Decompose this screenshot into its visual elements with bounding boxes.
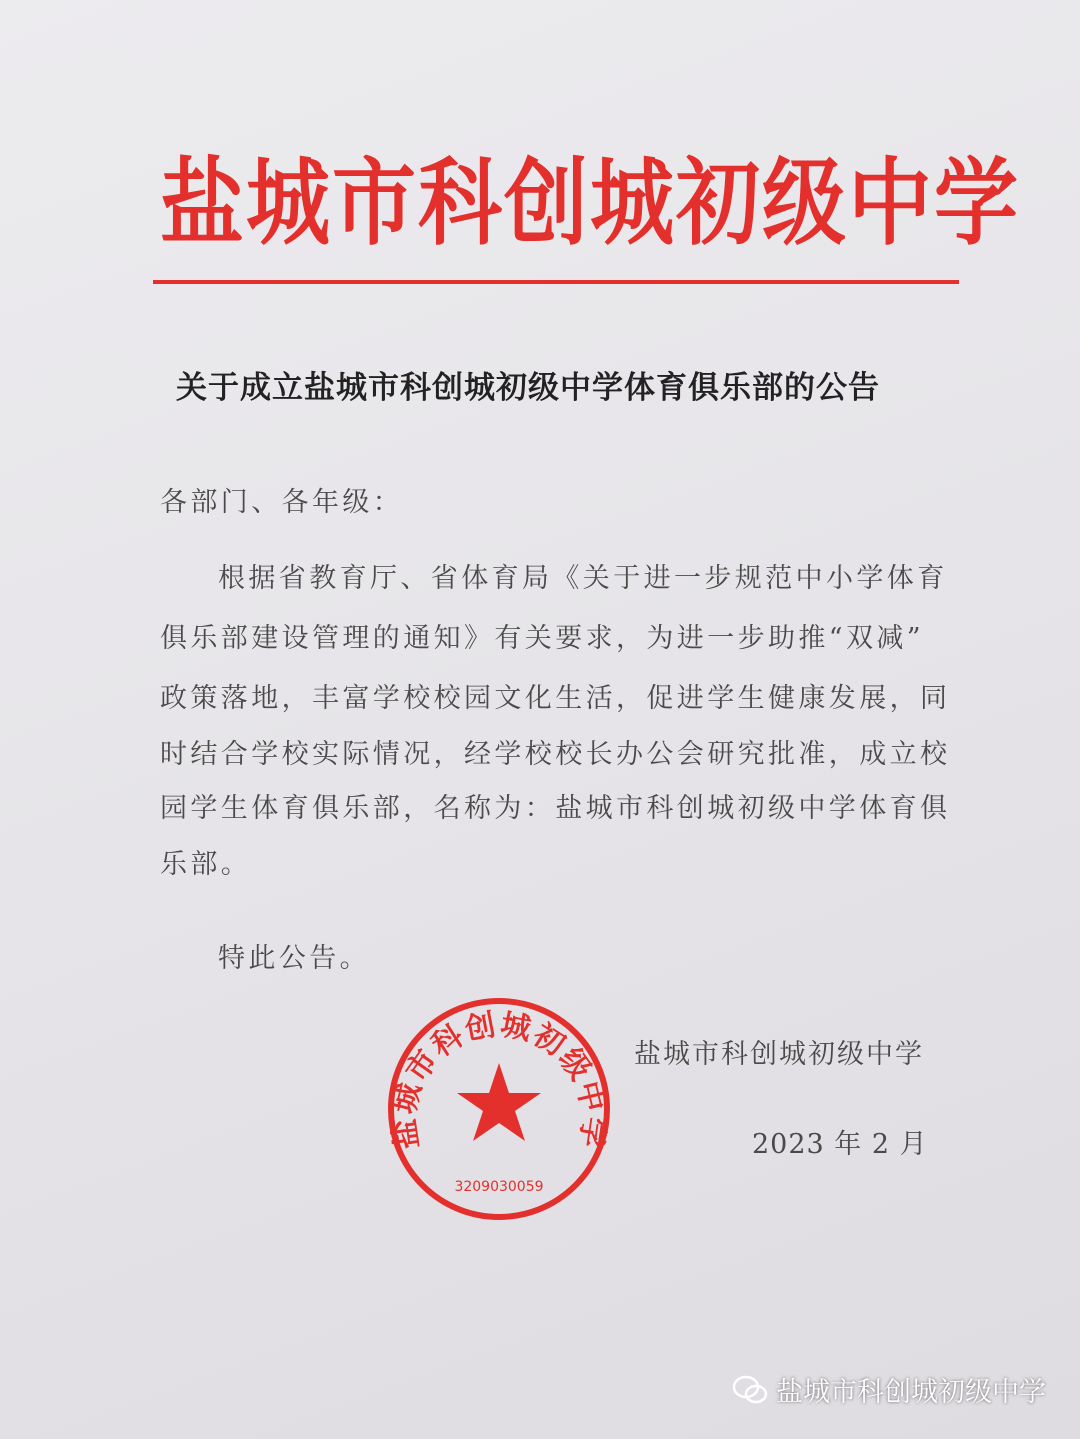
wechat-icon	[732, 1375, 768, 1405]
closing: 特此公告。	[218, 943, 370, 974]
date: 2023 年 2 月	[752, 1129, 928, 1160]
paragraph-line: 根据省教育厅、省体育局《关于进一步规范中小学体育	[218, 563, 948, 594]
paragraph-line: 时结合学校实际情况，经学校校长办公会研究批准，成立校	[160, 739, 951, 770]
seal-code: 3209030059	[454, 1179, 544, 1195]
notice-title: 关于成立盐城市科创城初级中学体育俱乐部的公告	[176, 370, 880, 406]
signature: 盐城市科创城初级中学	[634, 1039, 924, 1070]
watermark	[732, 1370, 1046, 1409]
red-rule-divider	[153, 280, 959, 284]
watermark-text: 盐城市科创城初级中学	[776, 1377, 1046, 1408]
star-icon	[457, 1063, 541, 1141]
paragraph-line: 园学生体育俱乐部，名称为：盐城市科创城初级中学体育俱	[160, 793, 951, 824]
paragraph-line: 乐部。	[160, 849, 252, 880]
seal-text: 盐城市科创城初级中学	[386, 1007, 612, 1152]
salutation: 各部门、各年级：	[160, 487, 404, 518]
masthead: 盐城市科创城初级中学	[160, 147, 1021, 258]
paragraph-line: 政策落地，丰富学校校园文化生活，促进学生健康发展，同	[160, 683, 951, 714]
paragraph-line: 俱乐部建设管理的通知》有关要求，为进一步助推“双减”	[160, 623, 925, 654]
official-seal	[385, 995, 613, 1223]
